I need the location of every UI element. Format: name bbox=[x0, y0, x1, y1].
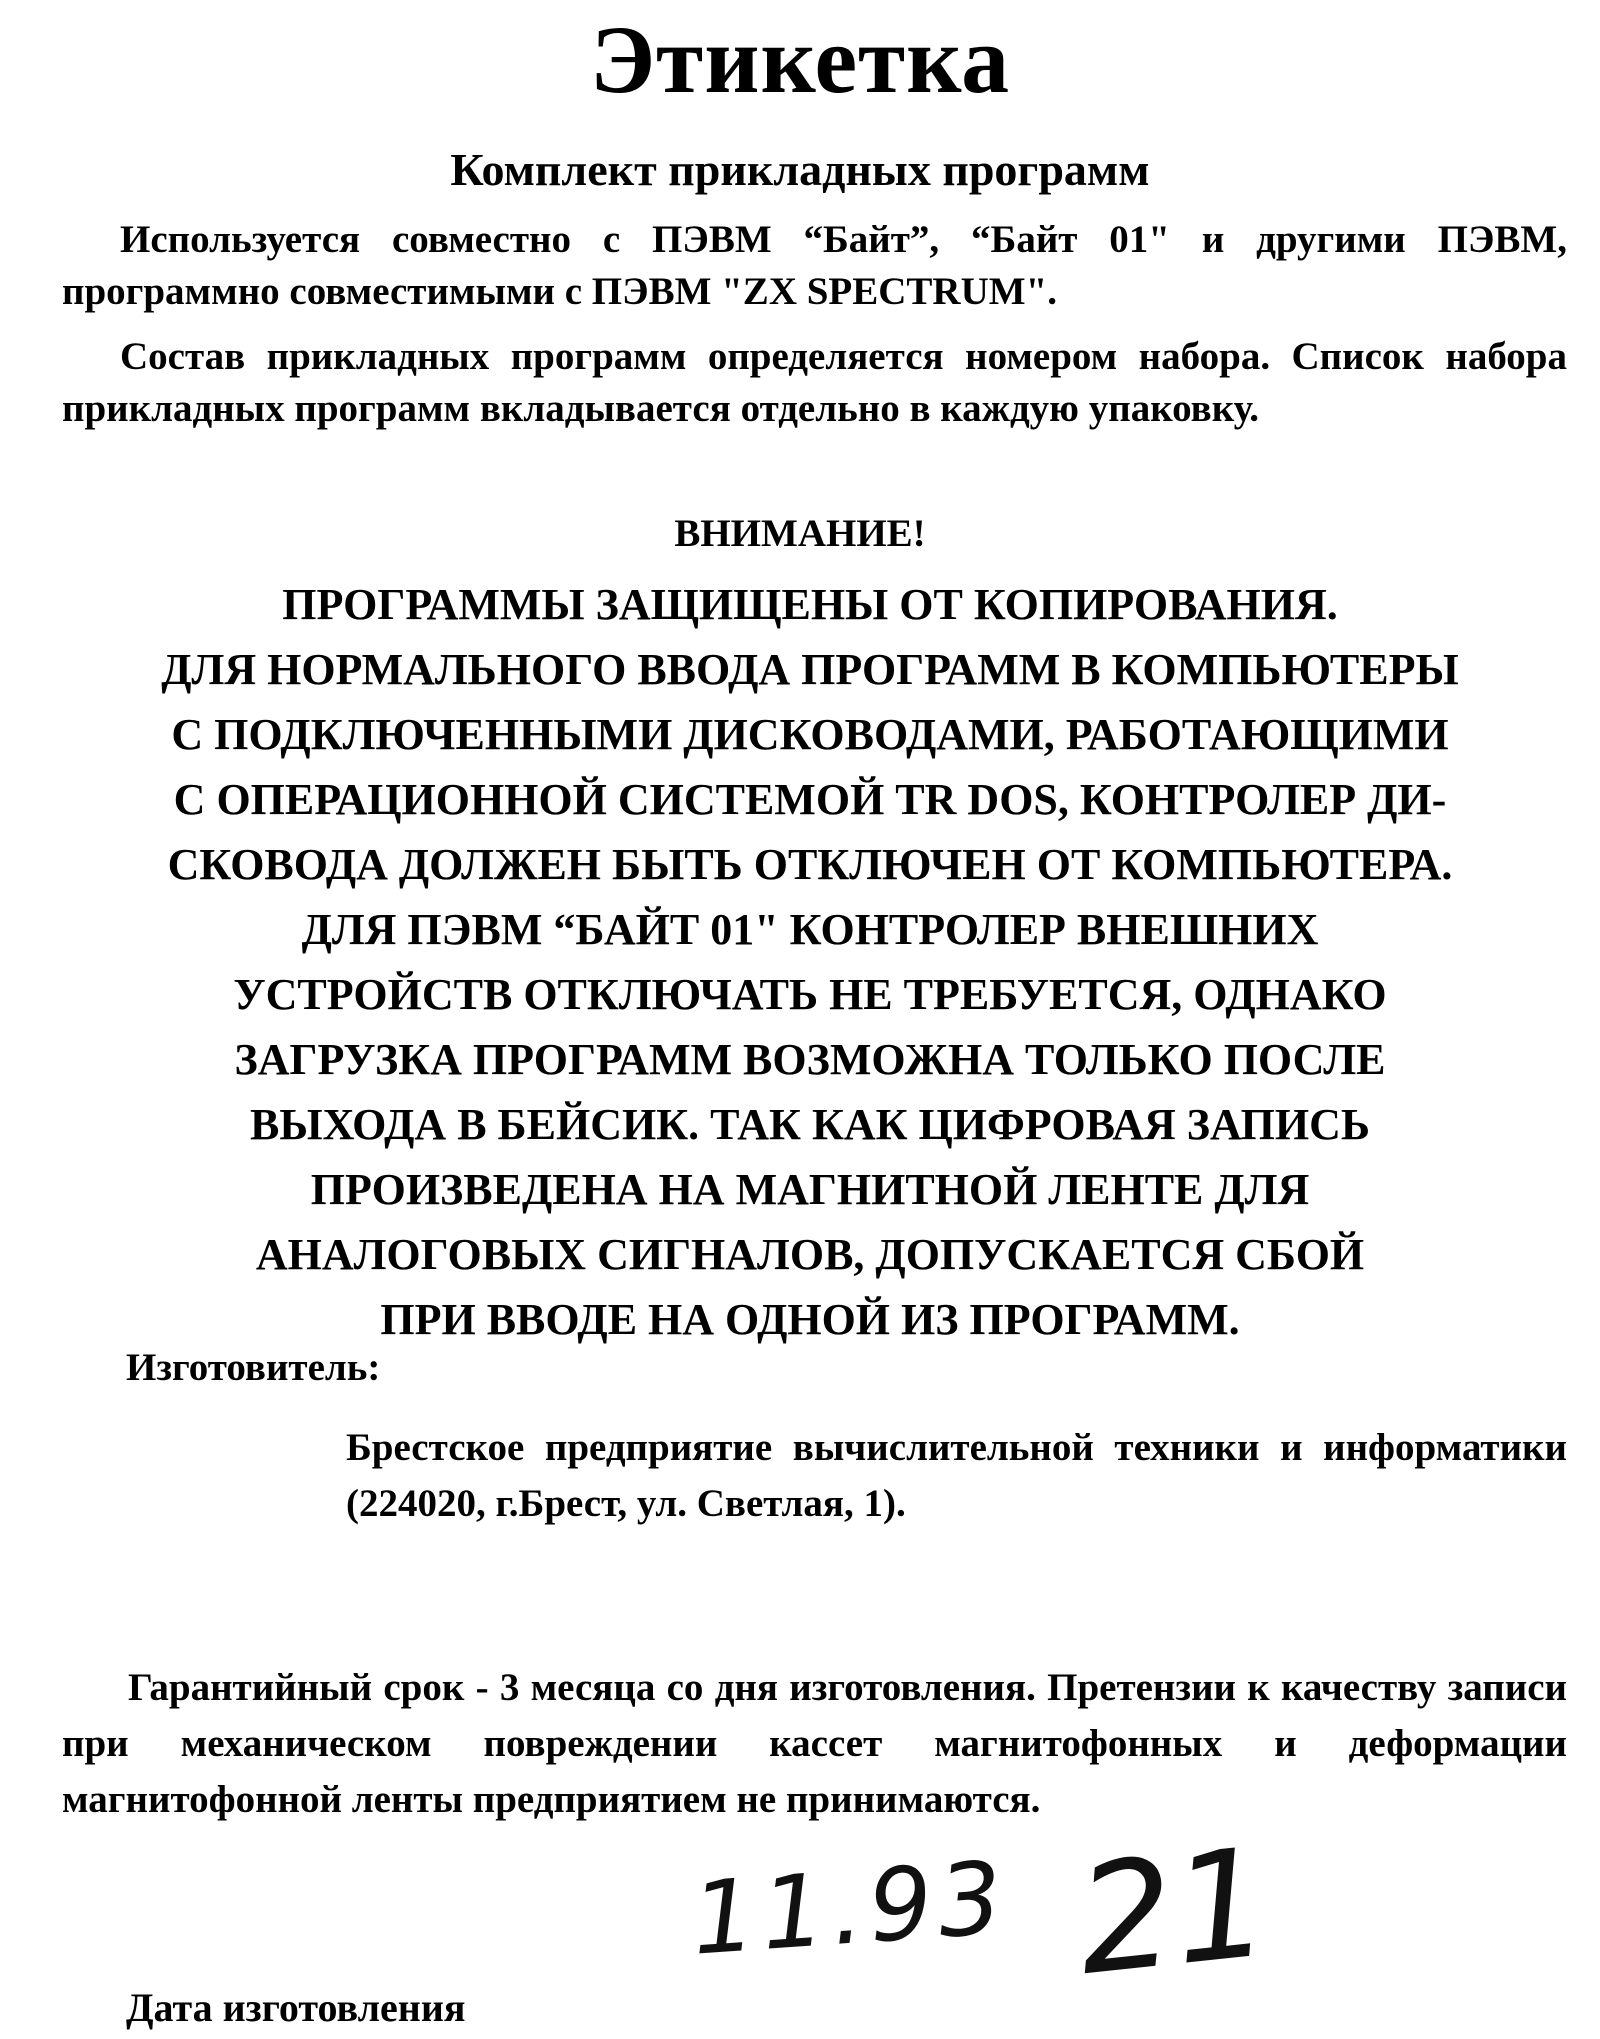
warning-line: УСТРОЙСТВ ОТКЛЮЧАТЬ НЕ ТРЕБУЕТСЯ, ОДНАКО bbox=[233, 970, 1387, 1019]
usage-paragraph: Используется совместно с ПЭВМ “Байт”, “Байт 01" и другими ПЭВМ, программно совместимыми с ПЭВМ "ZX SPECTRUM". bbox=[62, 218, 1567, 313]
warning-line: ВЫХОДА В БЕЙСИК. ТАК КАК ЦИФРОВАЯ ЗАПИСЬ bbox=[250, 1100, 1370, 1149]
warranty-paragraph: Гарантийный срок - 3 месяца со дня изготовления. Претензии к качеству записи при механическом повреждении кассет магнитофонных и деформации магнитофонной ленты предприятием не принимаются. bbox=[62, 1666, 1567, 1821]
handwritten-date: 11.93 bbox=[688, 1838, 1012, 1978]
warning-text-block bbox=[60, 572, 1560, 1352]
manufacturer-label: Изготовитель: bbox=[126, 1346, 381, 1389]
product-subtitle: Комплект прикладных программ bbox=[450, 144, 1150, 195]
warning-line: ПРИ ВВОДЕ НА ОДНОЙ ИЗ ПРОГРАММ. bbox=[380, 1295, 1240, 1344]
manufacturer-address: Брестское предприятие вычислительной техники и информатики (224020, г.Брест, ул. Светлая, 1). bbox=[346, 1426, 1567, 1525]
warning-line: ДЛЯ ПЭВМ “БАЙТ 01" КОНТРОЛЕР ВНЕШНИХ bbox=[301, 905, 1319, 954]
contents-paragraph: Состав прикладных программ определяется номером набора. Список набора прикладных программ вкладывается отдельно в каждую упаковку. bbox=[62, 335, 1567, 430]
warning-line: ДЛЯ НОРМАЛЬНОГО ВВОДА ПРОГРАММ В КОМПЬЮТЕРЫ bbox=[161, 645, 1459, 694]
handwritten-number: 21 bbox=[1069, 1816, 1278, 2010]
warning-line: ПРОИЗВЕДЕНА НА МАГНИТНОЙ ЛЕНТЕ ДЛЯ bbox=[310, 1165, 1310, 1214]
warning-line: АНАЛОГОВЫХ СИГНАЛОВ, ДОПУСКАЕТСЯ СБОЙ bbox=[255, 1230, 1365, 1279]
warning-heading: ВНИМАНИЕ! bbox=[674, 512, 926, 555]
warning-line: С ОПЕРАЦИОННОЙ СИСТЕМОЙ TR DOS, КОНТРОЛЕР ДИ- bbox=[173, 775, 1447, 824]
warning-line: С ПОДКЛЮЧЕННЫМИ ДИСКОВОДАМИ, РАБОТАЮЩИМИ bbox=[171, 710, 1449, 759]
warning-line: ЗАГРУЗКА ПРОГРАММ ВОЗМОЖНА ТОЛЬКО ПОСЛЕ bbox=[234, 1035, 1386, 1084]
page-title: Этикетка bbox=[589, 6, 1011, 113]
manufacture-date-label: Дата изготовления bbox=[126, 1985, 466, 2030]
warning-line: СКОВОДА ДОЛЖЕН БЫТЬ ОТКЛЮЧЕН ОТ КОМПЬЮТЕРА. bbox=[167, 840, 1453, 889]
warning-line: ПРОГРАММЫ ЗАЩИЩЕНЫ ОТ КОПИРОВАНИЯ. bbox=[282, 580, 1338, 629]
